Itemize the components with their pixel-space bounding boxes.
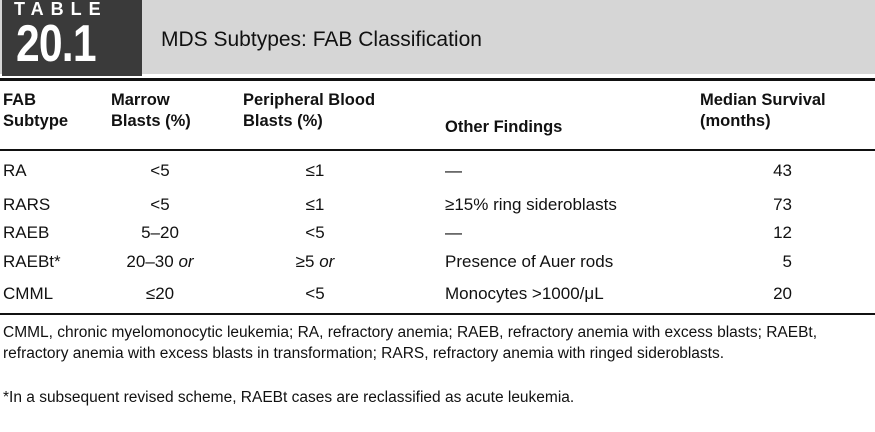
table-badge (2, 0, 142, 76)
table-title: MDS Subtypes: FAB Classification (161, 28, 482, 51)
row-raeb-marrow: 5–20 (141, 223, 179, 242)
row-ra-other: — (445, 161, 462, 180)
row-ra-marrow: <5 (150, 161, 170, 180)
row-raeb-other: — (445, 223, 462, 242)
row-cmml-marrow: ≤20 (145, 284, 175, 303)
row-raebt-marrow: 20–30 or (126, 252, 194, 271)
row-rars-subtype: RARS (3, 195, 51, 214)
column-header-other: Other Findings (445, 118, 563, 136)
header-rule (0, 149, 875, 151)
row-rars-other: ≥15% ring sideroblasts (445, 195, 617, 214)
row-cmml-subtype: CMML (3, 284, 54, 303)
row-cmml-peripheral: <5 (305, 284, 325, 303)
bottom-rule (0, 313, 875, 315)
row-rars-marrow: <5 (150, 195, 170, 214)
row-cmml-other: Monocytes >1000/μL (445, 284, 604, 303)
top-rule (0, 78, 875, 81)
row-raebt-other: Presence of Auer rods (445, 252, 614, 271)
row-ra-subtype: RA (3, 161, 27, 180)
row-rars-peripheral: ≤1 (305, 195, 325, 214)
badge-word: TABLE (14, 0, 108, 19)
column-header-survival: Median Survival (months) (700, 91, 826, 130)
row-raeb-survival: 12 (773, 223, 792, 242)
row-rars-survival: 73 (773, 195, 792, 214)
row-raebt-peripheral: ≥5 or (295, 252, 335, 271)
abbreviation-footnote: CMML, chronic myelomonocytic leukemia; RA, refractory anemia; RAEB, refractory anemia with excess blasts; RAEBt, refractory anemia with excess blasts in transformation; RARS, refractory anemia with ringed sideroblasts. (3, 324, 818, 362)
badge-number: 20.1 (16, 15, 96, 73)
table-header (0, 0, 875, 74)
column-header-subtype: FAB Subtype (3, 91, 69, 130)
row-ra-peripheral: ≤1 (305, 161, 325, 180)
row-raebt-subtype: RAEBt* (3, 252, 61, 271)
asterisk-footnote: *In a subsequent revised scheme, RAEBt cases are reclassified as acute leukemia. (3, 389, 575, 406)
column-header-peripheral: Peripheral Blood Blasts (%) (243, 91, 376, 130)
row-ra-survival: 43 (773, 161, 792, 180)
row-raeb-subtype: RAEB (3, 223, 50, 242)
column-header-marrow: Marrow Blasts (%) (111, 91, 191, 130)
row-raeb-peripheral: <5 (305, 223, 325, 242)
row-raebt-survival: 5 (782, 252, 792, 271)
row-cmml-survival: 20 (773, 284, 792, 303)
